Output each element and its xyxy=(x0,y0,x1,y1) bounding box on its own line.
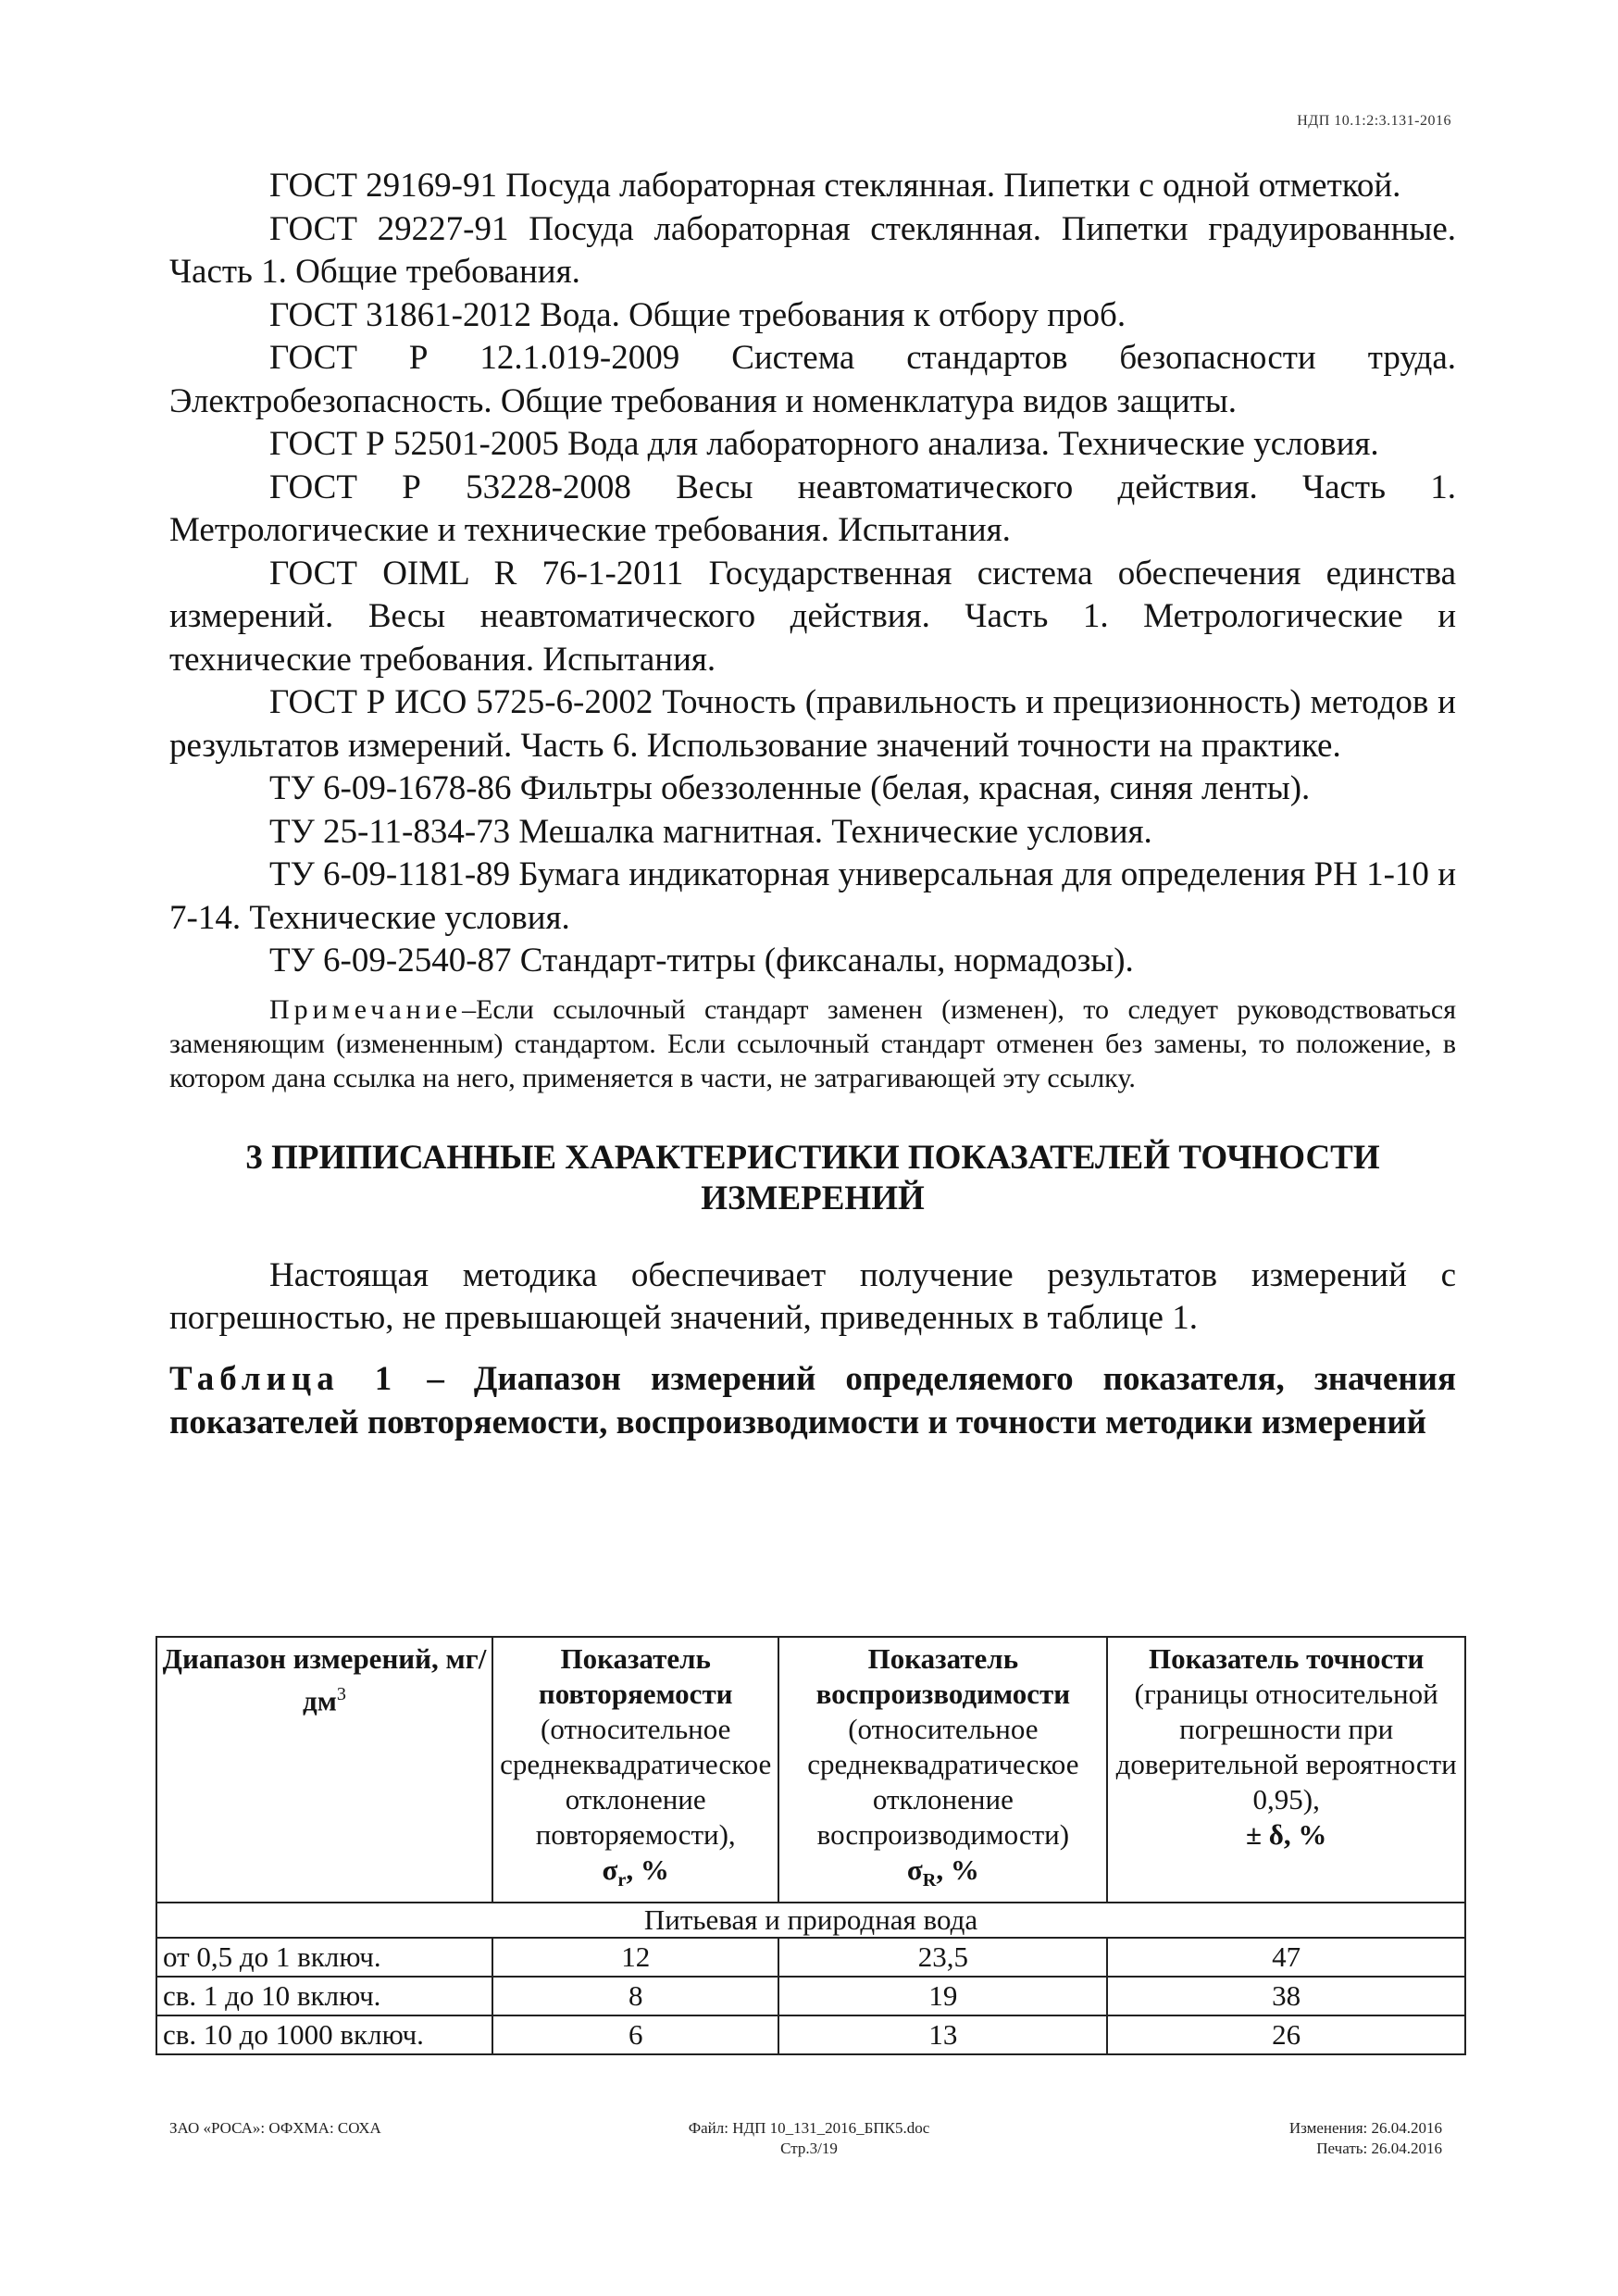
table-group-row xyxy=(156,1903,1465,1938)
header-reproducibility-desc: (относительное среднеквадратическое отклонение воспроизводимости) xyxy=(807,1713,1079,1851)
reference-item: ТУ 6-09-1678-86 Фильтры обеззоленные (белая, красная, синяя ленты). xyxy=(269,769,1311,807)
document-body xyxy=(169,165,1456,1444)
header-repeatability-desc: (относительное среднеквадратическое отклонение повторяемости), xyxy=(500,1713,772,1851)
header-range xyxy=(156,1637,492,1903)
section-title: 3 ПРИПИСАННЫЕ ХАРАКТЕРИСТИКИ ПОКАЗАТЕЛЕЙ ТОЧНОСТИ ИЗМЕРЕНИЙ xyxy=(245,1138,1380,1217)
cell-repeatability: 12 xyxy=(492,1938,778,1977)
table-caption-text: – Диапазон измерений определяемого показателя, значения показателей повторяемости, воспроизводимости и точности методики измерений xyxy=(169,1359,1456,1441)
note-lead: Примечание xyxy=(269,993,463,1025)
footer-printed-date: Печать: 26.04.2016 xyxy=(1316,2140,1442,2157)
table-caption-label: Таблица 1 xyxy=(169,1359,398,1398)
cell-reproducibility: 19 xyxy=(778,1977,1107,2015)
header-repeatability xyxy=(492,1637,778,1903)
reference-item: ГОСТ 29169-91 Посуда лабораторная стеклянная. Пипетки с одной отметкой. xyxy=(269,167,1401,205)
reference-item: ГОСТ Р ИСО 5725-6-2002 Точность (правильность и прецизионность) методов и результатов измерений. Часть 6. Использование значений точности на практике. xyxy=(169,683,1456,765)
reference-item: ГОСТ Р 12.1.019-2009 Система стандартов безопасности труда. Электробезопасность. Общие требования и номенклатура видов защиты. xyxy=(169,339,1456,420)
header-range-sup: 3 xyxy=(336,1684,346,1704)
header-reproducibility-symbol: σ xyxy=(906,1853,923,1886)
cell-reproducibility: 23,5 xyxy=(778,1938,1107,1977)
footer-file-name: Файл: НДП 10_131_2016_БПК5.doc xyxy=(688,2119,930,2137)
header-accuracy xyxy=(1107,1637,1465,1903)
reference-item: ГОСТ OIML R 76-1-2011 Государственная система обеспечения единства измерений. Весы неавтоматического действия. Часть 1. Метрологические и технические требования. Испытания. xyxy=(169,554,1456,679)
footer-dates xyxy=(1289,2118,1442,2159)
measurement-table xyxy=(156,1636,1466,2055)
header-accuracy-symbol: ± δ, % xyxy=(1246,1818,1327,1851)
cell-repeatability: 8 xyxy=(492,1977,778,2015)
header-reproducibility-title: Показатель воспроизводимости xyxy=(815,1642,1071,1710)
table-row xyxy=(156,1938,1465,1977)
reference-item: ГОСТ Р 53228-2008 Весы неавтоматического действия. Часть 1. Метрологические и технические требования. Испытания. xyxy=(169,468,1456,549)
reference-item: ГОСТ Р 52501-2005 Вода для лабораторного анализа. Технические условия. xyxy=(269,425,1379,463)
reference-item: ТУ 25-11-834-73 Мешалка магнитная. Технические условия. xyxy=(269,812,1152,851)
reference-item: ГОСТ 29227-91 Посуда лабораторная стеклянная. Пипетки градуированные. Часть 1. Общие требования. xyxy=(169,209,1456,291)
reference-item: ТУ 6-09-2540-87 Стандарт-титры (фиксаналы, нормадозы). xyxy=(269,942,1134,980)
header-reproducibility xyxy=(778,1637,1107,1903)
table-row xyxy=(156,2015,1465,2054)
header-accuracy-title: Показатель точности xyxy=(1148,1642,1425,1675)
footer-organization: ЗАО «РОСА»: ОФХМА: СОХА xyxy=(169,2119,381,2137)
group-label: Питьевая и природная вода xyxy=(156,1903,1465,1938)
note-paragraph xyxy=(169,992,1456,1095)
footer-page-number: Стр.3/19 xyxy=(780,2140,838,2157)
note-text: –Если ссылочный стандарт заменен (изменен), то следует руководствоваться заменяющим (измененным) стандартом. Если ссылочный стандарт отменен без замены, то положение, в котором дана ссылка на него, применяется в части, не затрагивающей эту ссылку. xyxy=(169,993,1456,1093)
footer-changed-date: Изменения: 26.04.2016 xyxy=(1288,2119,1442,2137)
header-reproducibility-sub: R xyxy=(922,1870,937,1891)
reference-item: ГОСТ 31861-2012 Вода. Общие требования к отбору проб. xyxy=(269,295,1126,334)
cell-accuracy: 38 xyxy=(1107,1977,1465,2015)
table-header-row xyxy=(156,1637,1465,1903)
header-repeatability-title: Показатель повторяемости xyxy=(538,1642,733,1710)
header-repeatability-unit: , % xyxy=(626,1853,669,1886)
cell-range: св. 10 до 1000 включ. xyxy=(156,2015,492,2054)
cell-range: от 0,5 до 1 включ. xyxy=(156,1938,492,1977)
cell-accuracy: 47 xyxy=(1107,1938,1465,1977)
cell-repeatability: 6 xyxy=(492,2015,778,2054)
table-row xyxy=(156,1977,1465,2015)
cell-accuracy: 26 xyxy=(1107,2015,1465,2054)
table-caption xyxy=(169,1357,1456,1444)
cell-reproducibility: 13 xyxy=(778,2015,1107,2054)
header-repeatability-sub: r xyxy=(617,1870,627,1891)
header-range-title: Диапазон измерений, мг/дм xyxy=(162,1642,487,1717)
document-id: НДП 10.1:2:3.131-2016 xyxy=(1297,113,1451,129)
header-reproducibility-unit: , % xyxy=(936,1853,979,1886)
section-intro: Настоящая методика обеспечивает получение результатов измерений с погрешностью, не превышающей значений, приведенных в таблице 1. xyxy=(169,1255,1456,1337)
header-repeatability-symbol: σ xyxy=(602,1853,618,1886)
reference-item: ТУ 6-09-1181-89 Бумага индикаторная универсальная для определения РН 1-10 и 7-14. Технические условия. xyxy=(169,855,1456,937)
cell-range: св. 1 до 10 включ. xyxy=(156,1977,492,2015)
header-accuracy-desc: (границы относительной погрешности при доверительной вероятности 0,95), xyxy=(1115,1678,1457,1816)
